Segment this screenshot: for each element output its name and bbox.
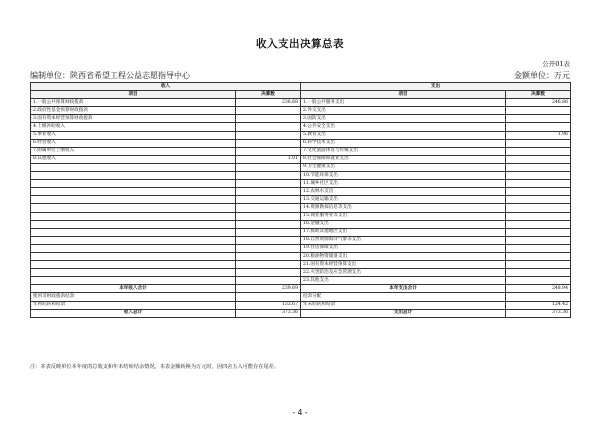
income-item-cell — [31, 212, 236, 220]
expense-amount-cell: 246.86 — [506, 99, 571, 107]
income-amount-cell — [236, 188, 301, 196]
income-amount-cell — [236, 172, 301, 180]
income-item-cell — [31, 244, 236, 252]
table-row — [31, 269, 571, 277]
expense-item-cell: 20.粮油物资储备支出 — [301, 252, 506, 260]
income-amount-cell — [236, 269, 301, 277]
income-item-cell: 年初结转和结余 — [31, 301, 236, 309]
expense-item-cell: 3.国防支出 — [301, 115, 506, 123]
table-row — [31, 285, 571, 293]
expense-amount-cell — [506, 107, 571, 115]
amount-unit: 金额单位：万元 — [514, 71, 570, 80]
income-item-cell — [31, 228, 236, 236]
compiling-unit: 编制单位：陕西省希望工程公益志愿指导中心 — [30, 71, 190, 80]
income-amount-cell — [236, 163, 301, 171]
income-item-cell — [31, 277, 236, 285]
form-number: 公开01表 — [542, 60, 570, 68]
expense-amount-cell — [506, 163, 571, 171]
income-amount-cell: 1.01 — [236, 155, 301, 163]
section-header-row — [31, 83, 571, 91]
income-item-cell — [31, 163, 236, 171]
income-item-cell — [31, 269, 236, 277]
expense-amount-cell — [506, 188, 571, 196]
expense-item-cell: 10.节能环保支出 — [301, 172, 506, 180]
income-amount-cell — [236, 180, 301, 188]
table-row — [31, 204, 571, 212]
income-amount-cell — [236, 212, 301, 220]
income-item-cell — [31, 188, 236, 196]
income-item-cell: 6.经营收入 — [31, 139, 236, 147]
table-row — [31, 163, 571, 171]
expense-item-cell: 23.其他支出 — [301, 277, 506, 285]
expense-item-cell: 1.一般公共服务支出 — [301, 99, 506, 107]
expense-item-cell: 8.社会保障和就业支出 — [301, 155, 506, 163]
income-amount-cell — [236, 277, 301, 285]
income-amount-cell — [236, 196, 301, 204]
income-amount-cell — [236, 236, 301, 244]
income-amount-cell — [236, 261, 301, 269]
table-row — [31, 252, 571, 260]
expense-amount-cell — [506, 172, 571, 180]
expense-amount-cell — [506, 204, 571, 212]
expense-item-cell: 5.教育支出 — [301, 131, 506, 139]
expense-amount-cell — [506, 147, 571, 155]
income-amount-cell — [236, 115, 301, 123]
income-amount-cell — [236, 228, 301, 236]
table-note: 注：本表反映单位本年度的总收支和年末结转结余情况。本表金额转换为万元时，因四舍五入可能存在尾差。 — [30, 364, 280, 370]
income-amount-cell — [236, 204, 301, 212]
table-row — [31, 172, 571, 180]
income-item-cell — [31, 220, 236, 228]
income-item-cell: 使用非财政拨款结余 — [31, 293, 236, 301]
table-row — [31, 139, 571, 147]
income-expense-table — [30, 82, 571, 318]
expense-item-cell: 12.农林水支出 — [301, 188, 506, 196]
table-row — [31, 244, 571, 252]
expense-item-cell: 18.自然资源海洋气象等支出 — [301, 236, 506, 244]
table-row — [31, 180, 571, 188]
income-amount-cell — [236, 131, 301, 139]
income-amount-cell: 239.69 — [236, 285, 301, 293]
expense-amount-cell — [506, 139, 571, 147]
table-row — [31, 220, 571, 228]
expense-item-cell: 13.交通运输支出 — [301, 196, 506, 204]
income-amount-cell — [236, 252, 301, 260]
income-item-cell: 8.其他收入 — [31, 155, 236, 163]
table-row — [31, 293, 571, 301]
expense-amount-cell — [506, 261, 571, 269]
income-item-cell — [31, 180, 236, 188]
report-title: 收入支出决算总表 — [256, 38, 344, 50]
income-item-cell — [31, 204, 236, 212]
income-item-cell — [31, 172, 236, 180]
expense-amount-cell — [506, 123, 571, 131]
income-item-cell: 本年收入合计 — [31, 285, 236, 293]
table-row — [31, 212, 571, 220]
table-row — [31, 107, 571, 115]
expense-item-cell: 6.科学技术支出 — [301, 139, 506, 147]
table-row — [31, 99, 571, 107]
expense-amount-cell — [506, 252, 571, 260]
income-item-cell: 收入总计 — [31, 309, 236, 317]
income-amount-cell — [236, 107, 301, 115]
income-item-cell: 5.事业收入 — [31, 131, 236, 139]
expense-amount-cell: 1.96 — [506, 131, 571, 139]
income-amount-cell — [236, 123, 301, 131]
expense-item-cell: 22.灾害防治及应急管理支出 — [301, 269, 506, 277]
expense-amount-cell — [506, 269, 571, 277]
income-item-cell: 1.一般公共预算财政拨款 — [31, 99, 236, 107]
table-row — [31, 261, 571, 269]
expense-item-cell: 年末结转和结余 — [301, 301, 506, 309]
income-item-header: 项目 — [31, 91, 236, 99]
expense-item-cell: 7.文化旅游体育与传媒支出 — [301, 147, 506, 155]
income-amount-cell — [236, 139, 301, 147]
expense-item-cell: 本年支出合计 — [301, 285, 506, 293]
expense-section-header: 支出 — [301, 83, 571, 91]
table-row — [31, 131, 571, 139]
page-number: - 4 - — [292, 408, 308, 417]
income-item-cell — [31, 261, 236, 269]
income-amount-cell — [236, 244, 301, 252]
income-item-cell — [31, 236, 236, 244]
income-section-header: 收入 — [31, 83, 301, 91]
income-amount-cell: 133.67 — [236, 301, 301, 309]
expense-item-cell: 15.商业服务业等支出 — [301, 212, 506, 220]
table-row — [31, 309, 571, 317]
expense-item-cell: 21.国有资本经营预算支出 — [301, 261, 506, 269]
expense-amount-cell — [506, 236, 571, 244]
expense-amount-cell — [506, 212, 571, 220]
expense-amount-cell: 248.94 — [506, 285, 571, 293]
column-header-row — [31, 91, 571, 99]
income-amount-cell — [236, 293, 301, 301]
expense-amount-cell — [506, 228, 571, 236]
table-row — [31, 123, 571, 131]
expense-amount-cell — [506, 196, 571, 204]
table-row — [31, 277, 571, 285]
income-item-cell — [31, 252, 236, 260]
expense-amount-cell — [506, 244, 571, 252]
income-amount-header: 决算数 — [236, 91, 301, 99]
income-item-cell: 7.附属单位上缴收入 — [31, 147, 236, 155]
expense-amount-cell — [506, 277, 571, 285]
income-amount-cell — [236, 220, 301, 228]
table-row — [31, 115, 571, 123]
expense-item-cell: 11.城乡社区支出 — [301, 180, 506, 188]
expense-item-cell: 9.卫生健康支出 — [301, 163, 506, 171]
expense-amount-cell — [506, 293, 571, 301]
table-row — [31, 301, 571, 309]
expense-item-cell: 19.住房保障支出 — [301, 244, 506, 252]
expense-item-cell: 支出总计 — [301, 309, 506, 317]
table-row — [31, 188, 571, 196]
income-item-cell: 2.政府性基金预算财政拨款 — [31, 107, 236, 115]
income-amount-cell: 373.36 — [236, 309, 301, 317]
table-row — [31, 196, 571, 204]
table-row — [31, 155, 571, 163]
expense-item-header: 项目 — [301, 91, 506, 99]
expense-item-cell: 16.金融支出 — [301, 220, 506, 228]
expense-item-cell: 4.公共安全支出 — [301, 123, 506, 131]
expense-amount-cell — [506, 180, 571, 188]
expense-item-cell: 2.外交支出 — [301, 107, 506, 115]
expense-item-cell: 结余分配 — [301, 293, 506, 301]
expense-amount-cell — [506, 115, 571, 123]
table-row — [31, 147, 571, 155]
income-amount-cell — [236, 147, 301, 155]
table-row — [31, 228, 571, 236]
expense-amount-cell — [506, 220, 571, 228]
table-row — [31, 236, 571, 244]
expense-amount-cell — [506, 155, 571, 163]
expense-amount-header: 决算数 — [506, 91, 571, 99]
income-item-cell: 4.上级补助收入 — [31, 123, 236, 131]
income-amount-cell: 238.68 — [236, 99, 301, 107]
income-item-cell: 3.国有资本经营预算财政拨款 — [31, 115, 236, 123]
expense-amount-cell: 373.36 — [506, 309, 571, 317]
expense-item-cell: 14.资源勘探信息等支出 — [301, 204, 506, 212]
income-item-cell — [31, 196, 236, 204]
expense-amount-cell: 124.42 — [506, 301, 571, 309]
expense-item-cell: 17.援助其他地区支出 — [301, 228, 506, 236]
unit-row — [30, 70, 570, 81]
